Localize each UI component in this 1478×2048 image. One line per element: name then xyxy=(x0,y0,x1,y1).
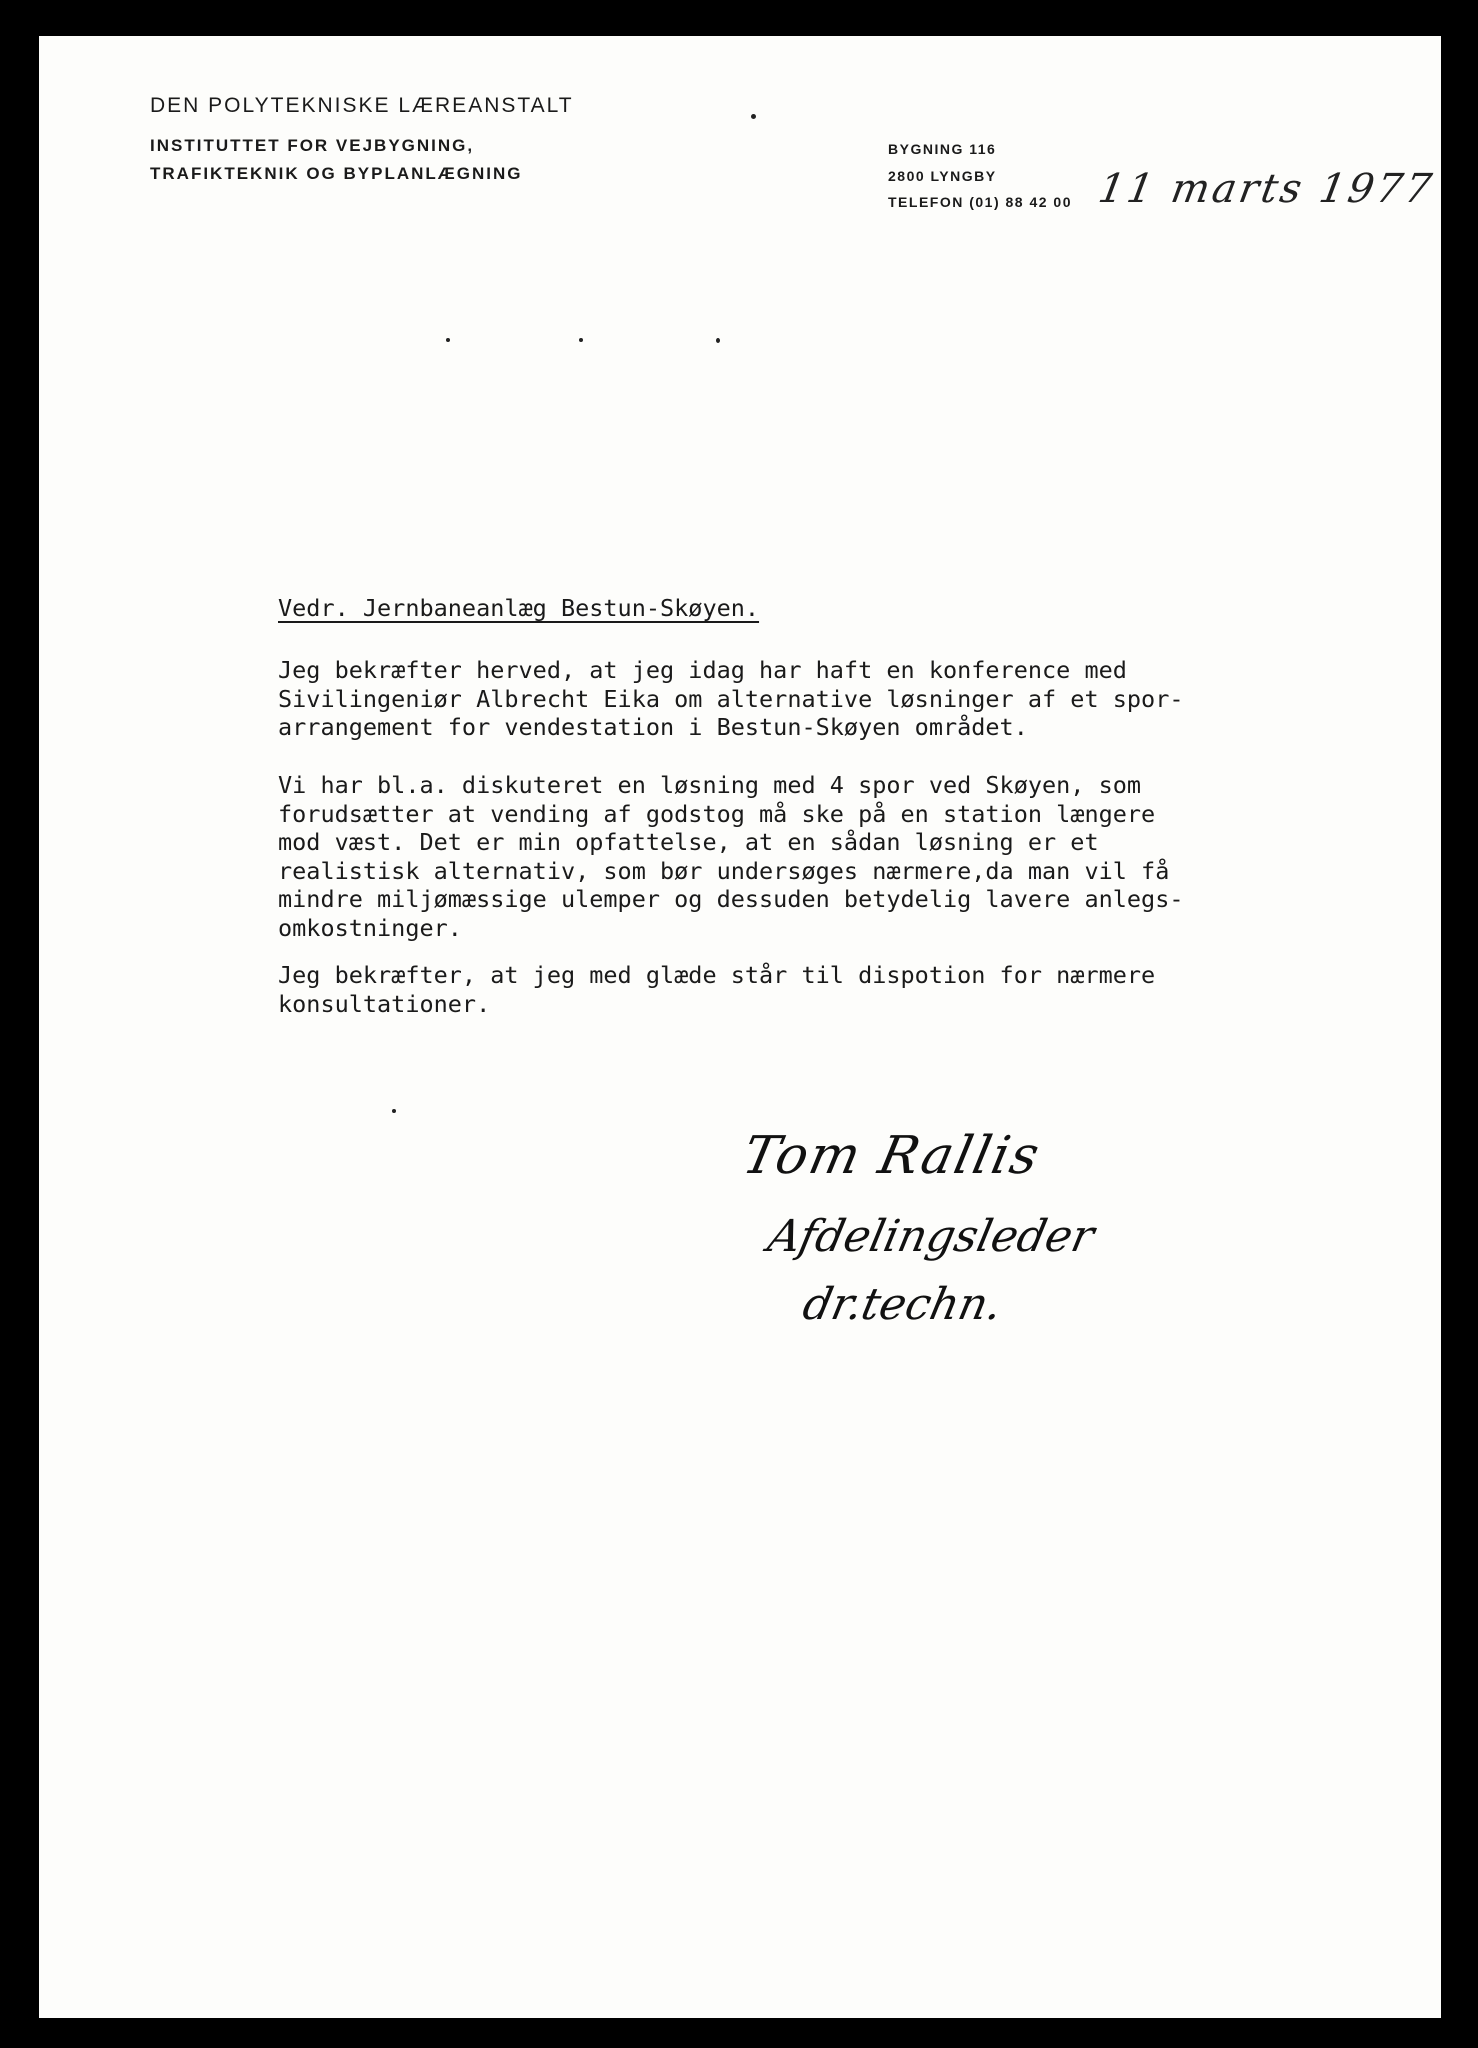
speck xyxy=(446,338,450,342)
signature-name: Tom Rallis xyxy=(737,1126,1047,1186)
signature-degree: dr.techn. xyxy=(798,1279,1007,1330)
department-line-2: TRAFIKTEKNIK OG BYPLANLÆGNING xyxy=(150,164,523,183)
letter-paragraph-1: Jeg bekræfter herved, at jeg idag har haft en konference med Sivilingeniør Albrecht Eika om alternative løsninger af et spor- arrangement for vendestation i Bestun-Skøyen området. xyxy=(278,656,1184,741)
institution-name: DEN POLYTEKNISKE LÆREANSTALT xyxy=(150,94,574,117)
city: 2800 LYNGBY xyxy=(888,168,997,184)
building: BYGNING 116 xyxy=(888,141,997,157)
letter-paragraph-3: Jeg bekræfter, at jeg med glæde står til dispotion for nærmere konsultationer. xyxy=(278,961,1156,1018)
speck xyxy=(716,338,720,343)
speck xyxy=(751,114,756,119)
signature-title: Afdelingsleder xyxy=(763,1211,1099,1262)
letter-subject: Vedr. Jernbaneanlæg Bestun-Skøyen. xyxy=(278,594,760,622)
speck xyxy=(392,1109,396,1113)
phone: TELEFON (01) 88 42 00 xyxy=(888,194,1073,210)
letter-paragraph-2: Vi har bl.a. diskuteret en løsning med 4 spor ved Skøyen, som forudsætter at vending af godstog må ske på en station længere mod væst. Det er min opfattelse, at en sådan løsning er et realistisk alternativ, som bør undersøges nærmere,da man vil få mindre miljømæssige ulemper og dessuden betydelig lavere anlegs- omkostninger. xyxy=(278,771,1184,942)
letter-page xyxy=(39,36,1441,2018)
handwritten-date: 11 marts 1977 xyxy=(1094,166,1438,212)
department-line-1: INSTITUTTET FOR VEJBYGNING, xyxy=(150,136,475,155)
speck xyxy=(579,338,583,342)
